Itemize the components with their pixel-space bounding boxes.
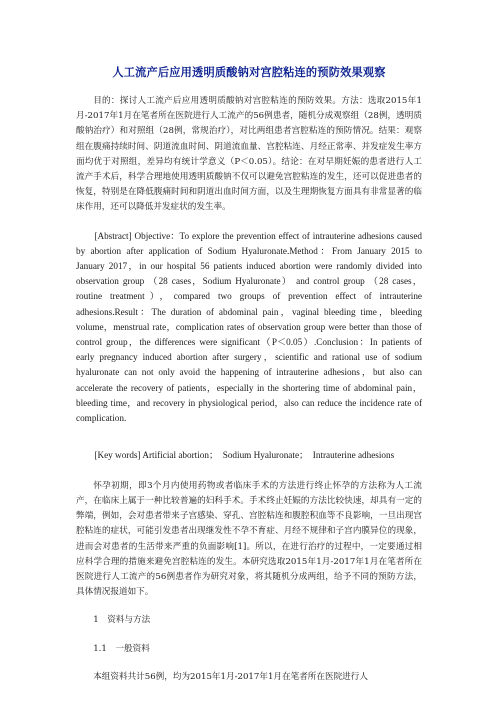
spacer xyxy=(76,426,422,439)
paper-title: 人工流产后应用透明质酸钠对宫腔粘连的预防效果观察 xyxy=(112,66,386,79)
spacer xyxy=(76,657,422,670)
introduction-paragraph: 怀孕初期，即3个月内使用药物或者临床手术的方法进行终止怀孕的方法称为人工流产，在临床上属于一种比较普遍的妇科手术。手术终止妊娠的方法比较快速，却具有一定的弊端，例如，会对患者带来子宫感染、穿孔、宫腔粘连和腹腔积血等不良影响，一旦出现宫腔粘连的症状，可能引发患者出现继发性不孕不育症、月经不规律和子宫内膜异位的现象，进而会对患者的生活带来严重的负面影响[1]。所以，在进行治疗的过程中，一定要通过相应科学合理的措施来避免宫腔粘连的发生。本研究选取2015年1月-2017年1月在笔者所在医院进行人工流产的56例患者作为研究对象，将其随机分成两组，给予不同的预防方法，具体情况报道如下。 xyxy=(76,480,422,598)
section-heading-materials-methods: 1 资料与方法 xyxy=(93,615,151,626)
subsection-heading-general-data: 1.1 一般资料 xyxy=(93,643,150,654)
english-abstract: [Abstract] Objective：To explore the prevention effect of intrauterine adhesions caused by abortion after application of Sodium Hyaluronate.Method：From January 2015 to January 2017，in our hospital 56 patients induced abortion were randomly divided into observation group （28 cases，Sodium Hyaluronate） and control group （28 cases，routine treatment），compared two groups of prevention effect of intrauterine adhesions.Result：The duration of abdominal pain，vaginal bleeding time，bleeding volume，menstrual rate，complication rates of observation group were better than those of control group，the differences were significant（P＜0.05）.Conclusion：In patients of early pregnancy induced abortion after surgery，scientific and rational use of sodium hyaluronate can not only avoid the happening of intrauterine adhesions，but also can accelerate the recovery of patients，especially in the shortering time of abdominal pain，bleeding time，and recovery in physiological period，also can reduce the incidence rate of complication. xyxy=(76,230,422,424)
key-words: [Key words] Artificial abortion； Sodium Hyaluronate； Intrauterine adhesions xyxy=(94,450,395,461)
spacer xyxy=(76,629,422,642)
spacer xyxy=(76,216,422,229)
body-paragraph: 本组资料共计56例，均为2015年1月-2017年1月在笔者所在医院进行人 xyxy=(93,671,368,682)
spacer xyxy=(76,600,422,613)
chinese-abstract: 目的：探讨人工流产后应用透明质酸钠对宫腔粘连的预防效果。方法：选取2015年1月-2017年1月在笔者所在医院进行人工流产的56例患者，随机分成观察组（28例，透明质酸钠治疗）和对照组（28例，常规治疗），对比两组患者宫腔粘连的预防情况。结果：观察组在腹痛持续时间、阴道流血时间、阴道流血量、宫腔粘连、月经正常率、并发症发生率方面均优于对照组，差异均有统计学意义（P＜0.05）。结论：在对早期妊娠的患者进行人工流产手术后，科学合理地使用透明质酸钠不仅可以避免宫腔粘连的发生，还可以促进患者的恢复，特别是在降低腹痛时间和阴道出血时间方面，以及生理期恢复方面具有非常显著的临床作用，还可以降低并发症状的发生率。 xyxy=(76,96,422,213)
